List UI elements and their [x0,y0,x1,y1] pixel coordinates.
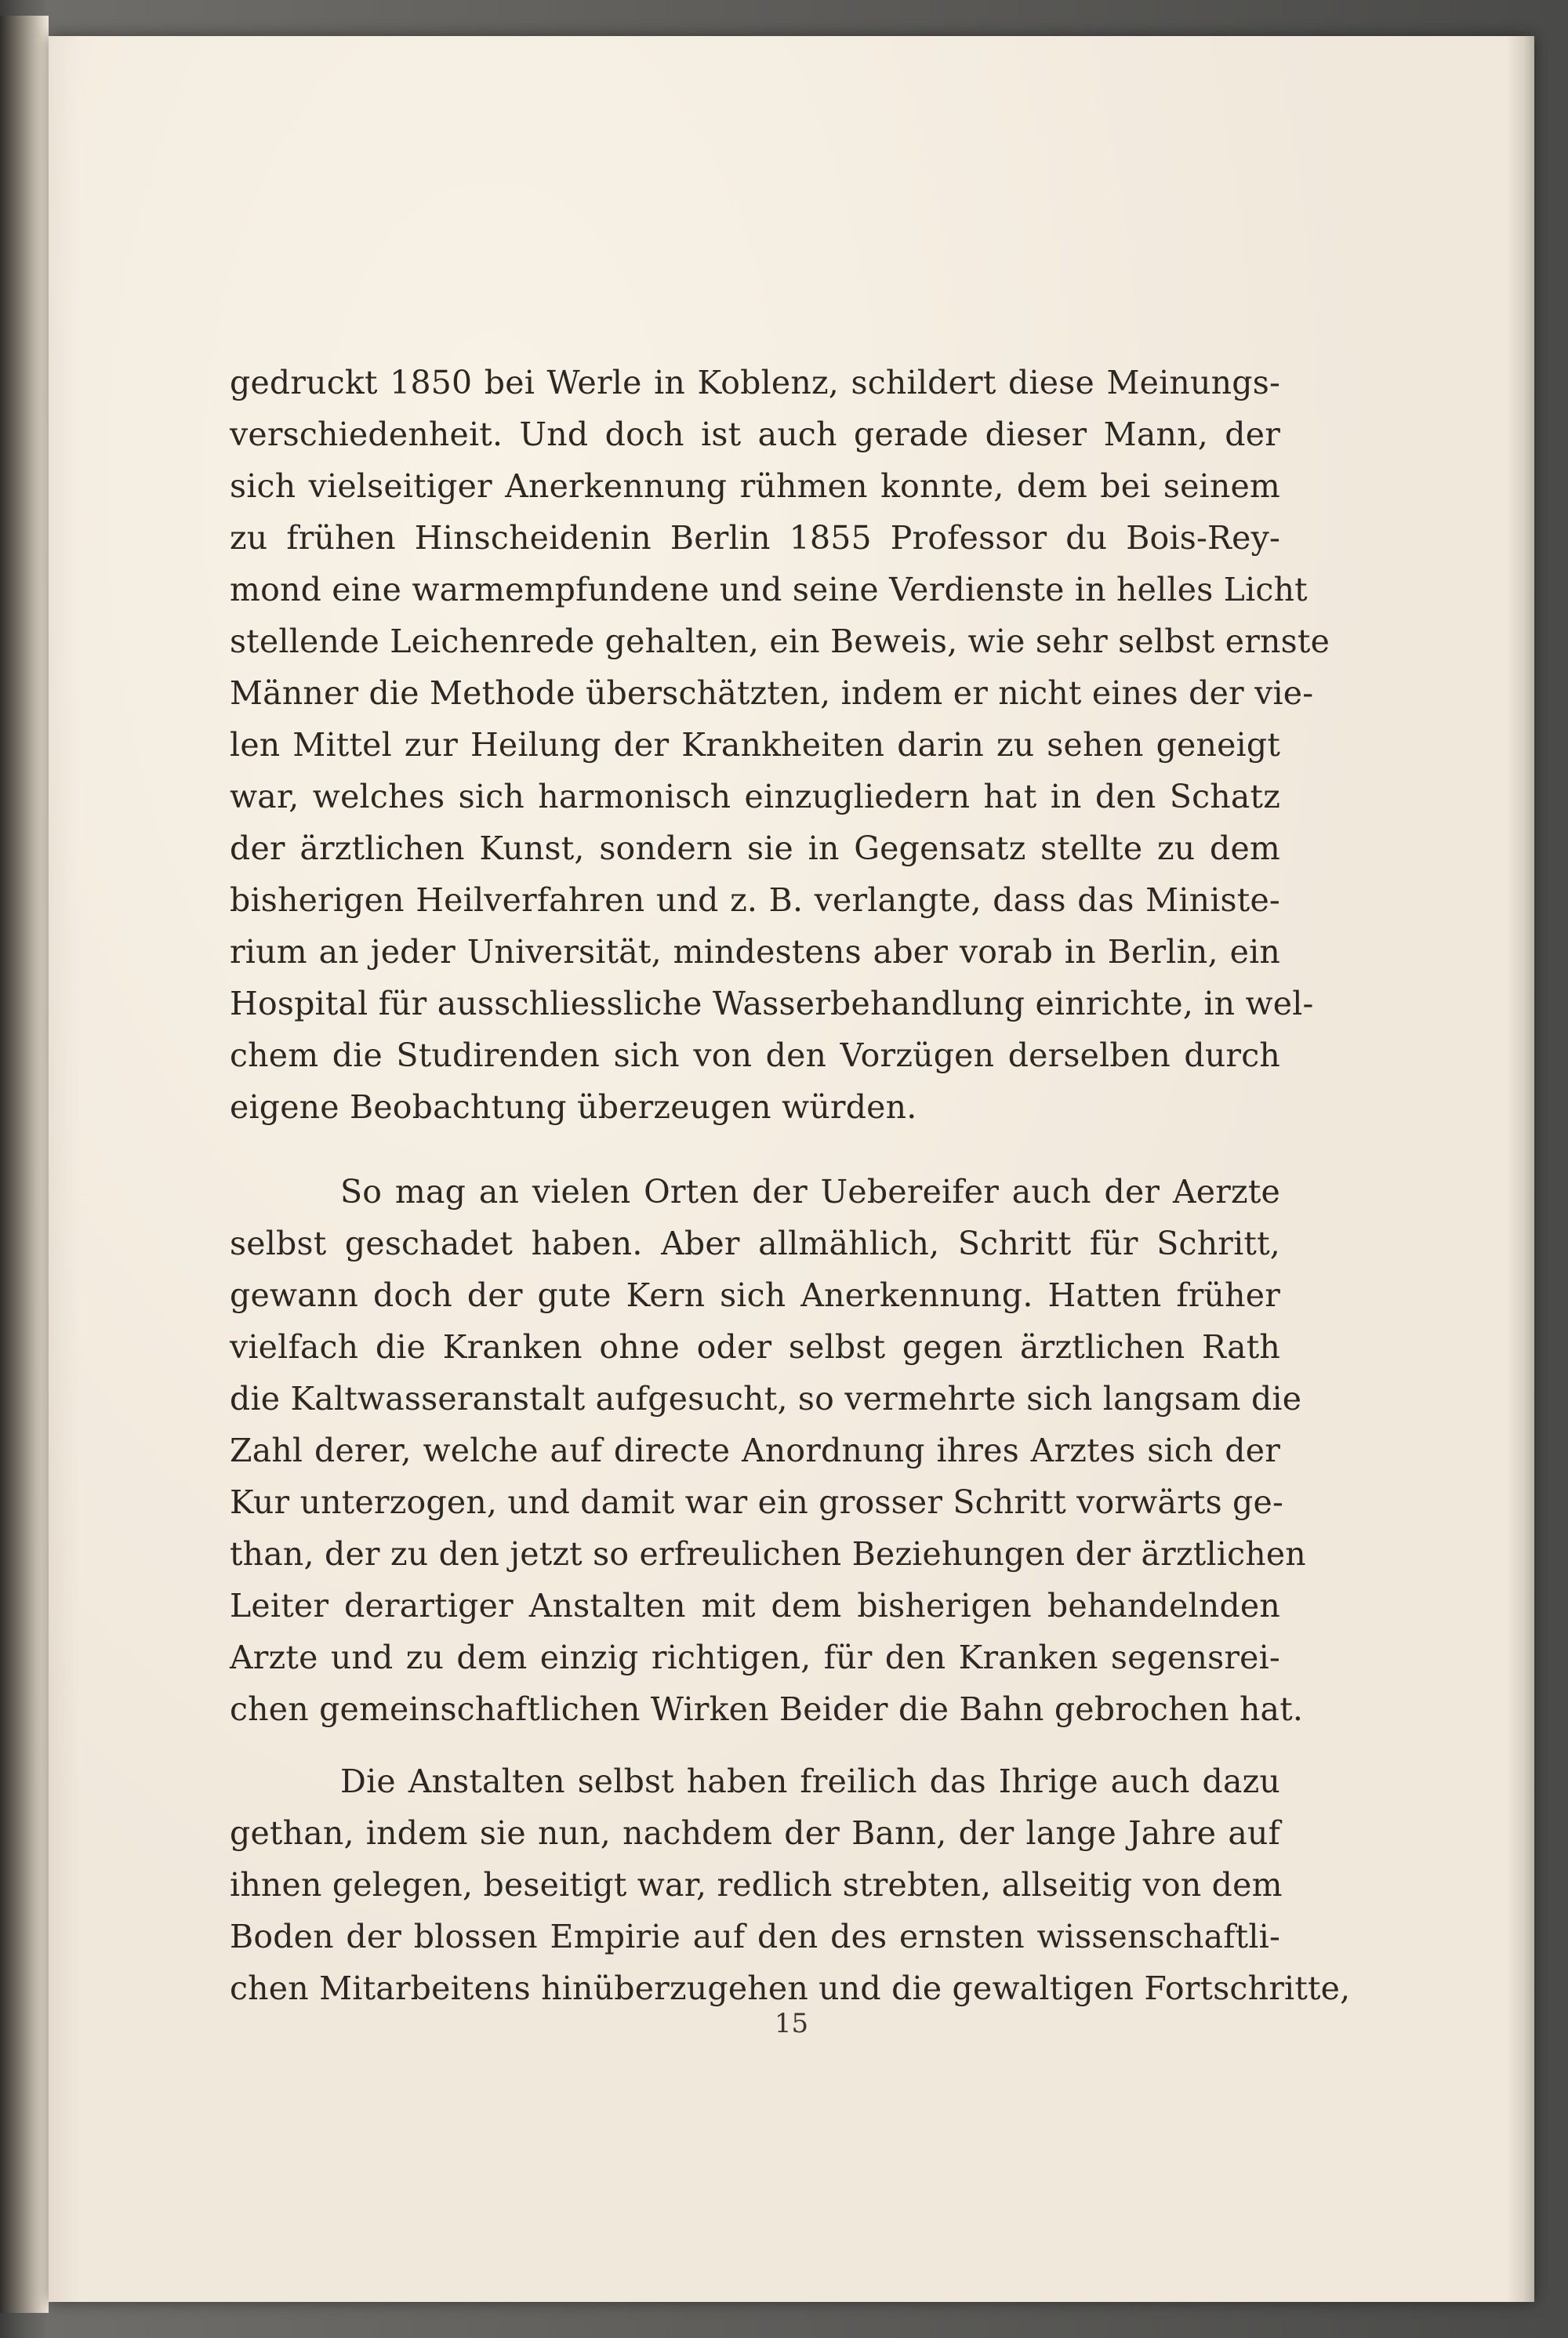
book-page [49,36,1534,2302]
text-line: der ärztlichen Kunst, sondern sie in Gegensatz stellte zu dem [230,830,1280,867]
text-line: war, welches sich harmonisch einzugliedern hat in den Schatz [230,778,1280,815]
body-text [230,357,1351,2007]
text-line: verschiedenheit. Und doch ist auch gerade dieser Mann, der [230,416,1280,453]
text-line: rium an jeder Universität, mindestens aber vorab in Berlin, ein [230,933,1280,971]
text-line: than, der zu den jetzt so erfreulichen Beziehungen der ärztlichen [230,1535,1306,1573]
text-line: selbst geschadet haben. Aber allmählich, Schritt für Schritt, [230,1225,1280,1262]
text-line: len Mittel zur Heilung der Krankheiten darin zu sehen geneigt [230,726,1280,764]
text-line: Männer die Methode überschätzten, indem er nicht eines der vie- [230,674,1314,712]
text-line: eigene Beobachtung überzeugen würden. [230,1088,917,1126]
text-line: die Kaltwasseranstalt aufgesucht, so vermehrte sich langsam die [230,1380,1302,1418]
text-line: Zahl derer, welche auf directe Anordnung ihres Arztes sich der [230,1432,1280,1469]
text-line: Arzte und zu dem einzig richtigen, für den Kranken segensrei- [230,1639,1280,1676]
text-line: chem die Studirenden sich von den Vorzügen derselben durch [230,1036,1280,1074]
page-edge-shadow [1506,36,1534,2302]
text-line: bisherigen Heilverfahren und z. B. verlangte, dass das Ministe- [230,881,1280,919]
text-line: vielfach die Kranken ohne oder selbst gegen ärztlichen Rath [230,1328,1280,1366]
text-line: sich vielseitiger Anerkennung rühmen konnte, dem bei seinem [230,467,1280,505]
text-line: Hospital für ausschliessliche Wasserbehandlung einrichte, in wel- [230,985,1314,1022]
text-line: Kur unterzogen, und damit war ein grosser Schritt vorwärts ge- [230,1483,1283,1521]
text-line: chen gemeinschaftlichen Wirken Beider die Bahn gebrochen hat. [230,1690,1304,1728]
text-line: Leiter derartiger Anstalten mit dem bisherigen behandelnden [230,1587,1280,1625]
text-line: mond eine warmempfundene und seine Verdienste in helles Licht [230,571,1308,608]
text-line: zu frühen Hinscheidenin Berlin 1855 Professor du Bois-Rey- [230,519,1280,557]
binding-gutter [0,16,49,2313]
text-line: gewann doch der gute Kern sich Anerkennung. Hatten früher [230,1276,1280,1314]
text-line: gethan, indem sie nun, nachdem der Bann, der lange Jahre auf [230,1814,1280,1852]
text-line: Die Anstalten selbst haben freilich das Ihrige auch dazu [340,1763,1280,1800]
text-line: gedruckt 1850 bei Werle in Koblenz, schildert diese Meinungs- [230,364,1280,401]
text-line: ihnen gelegen, beseitigt war, redlich strebten, allseitig von dem [230,1866,1283,1904]
text-line: chen Mitarbeitens hinüberzugehen und die gewaltigen Fortschritte, [230,1970,1351,2007]
text-line: So mag an vielen Orten der Uebereifer auch der Aerzte [340,1173,1280,1211]
text-line: Boden der blossen Empirie auf den des ernsten wissenschaftli- [230,1918,1280,1955]
page-number: 15 [774,2008,809,2039]
text-line: stellende Leichenrede gehalten, ein Beweis, wie sehr selbst ernste [230,623,1330,660]
